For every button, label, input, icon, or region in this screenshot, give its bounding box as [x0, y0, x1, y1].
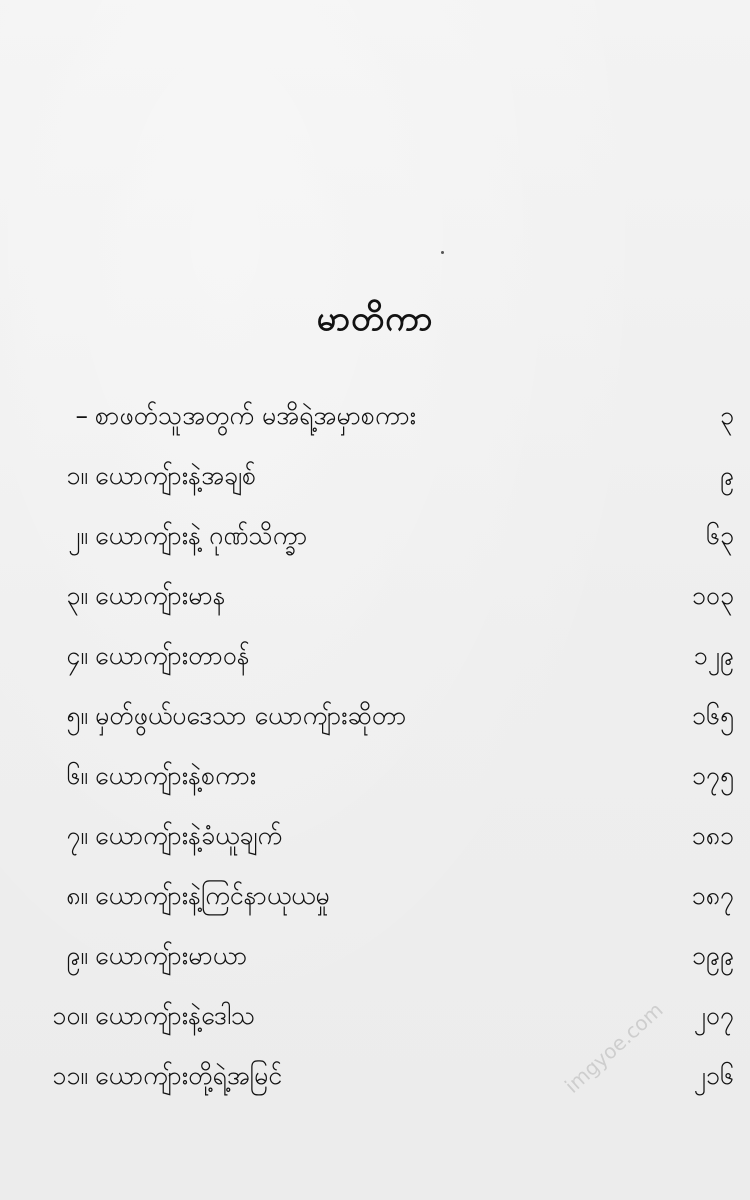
- entry-number: ၉။: [66, 941, 88, 970]
- entry-title: ယောကျ်ားမာယာ: [95, 941, 248, 970]
- toc-entry: [0, 1048, 750, 1104]
- entry-number: ၂။: [68, 521, 88, 550]
- entry-title: ယောကျ်ားနဲ့ကြင်နာယုယမှု: [95, 881, 330, 910]
- entry-number: ၆။: [66, 761, 88, 790]
- entry-number: ၁၀။: [52, 1001, 88, 1030]
- toc-entry: [0, 568, 750, 624]
- entry-page-number: ၁၉၉: [691, 941, 734, 970]
- entry-title: ယောကျ်ားနဲ့ခံယူချက်: [95, 821, 282, 850]
- entry-page-number: ၁၀၃: [691, 581, 734, 610]
- toc-entry: [0, 508, 750, 564]
- entry-title: ယောကျ်ားနဲ့ဒေါသ: [95, 1001, 256, 1030]
- toc-entry: [0, 808, 750, 864]
- entry-title: ယောကျ်ားနဲ့ ဂုဏ်သိက္ခာ: [95, 521, 308, 550]
- watermark-text: imgyoe.com: [560, 997, 668, 1098]
- entry-number: ၁။: [66, 461, 88, 490]
- entry-page-number: ၂၁၆: [693, 1061, 734, 1090]
- entry-title: ယောကျ်ားနဲ့စကား: [95, 761, 257, 790]
- toc-entry: [0, 748, 750, 804]
- toc-entry: [0, 688, 750, 744]
- entry-number: ၈။: [66, 881, 88, 910]
- entry-page-number: ၁၈၇: [691, 881, 734, 910]
- entry-page-number: ၁၆၅: [691, 701, 734, 730]
- entry-page-number: ၂၀၇: [693, 1001, 734, 1030]
- entry-title: မှတ်ဖွယ်ပဒေသာ ယောကျ်ားဆိုတာ: [95, 701, 407, 730]
- toc-entry: [0, 628, 750, 684]
- toc-entry: [0, 928, 750, 984]
- entry-number: –: [75, 401, 88, 430]
- entry-page-number: ၁၇၅: [691, 761, 734, 790]
- entry-number: ၄။: [66, 641, 88, 670]
- entry-title: စာဖတ်သူအတွက် မအိရဲ့အမှာစကား: [95, 401, 417, 430]
- entry-number: ၅။: [66, 701, 88, 730]
- entry-page-number: ၉: [719, 461, 734, 490]
- toc-entry: [0, 448, 750, 504]
- entry-page-number: ၃: [719, 401, 734, 430]
- entry-number: ၃။: [66, 581, 88, 610]
- toc-entry: [0, 868, 750, 924]
- entry-title: ယောကျ်ားမာန: [95, 581, 226, 610]
- entry-page-number: ၆၃: [705, 521, 734, 550]
- entry-title: ယောကျ်ားတို့ရဲ့အမြင်: [95, 1061, 283, 1090]
- toc-entry: [0, 388, 750, 444]
- entry-page-number: ၁၂၉: [693, 641, 734, 670]
- entry-title: ယောကျ်ားတာဝန်: [95, 641, 250, 670]
- page-title: မာတိကာ: [316, 299, 434, 339]
- entry-title: ယောကျ်ားနဲ့အချစ်: [95, 461, 257, 490]
- entry-number: ၇။: [66, 821, 88, 850]
- entry-number: ၁၁။: [52, 1061, 88, 1090]
- entry-page-number: ၁၈၁: [691, 821, 734, 850]
- ink-speck: [441, 251, 444, 254]
